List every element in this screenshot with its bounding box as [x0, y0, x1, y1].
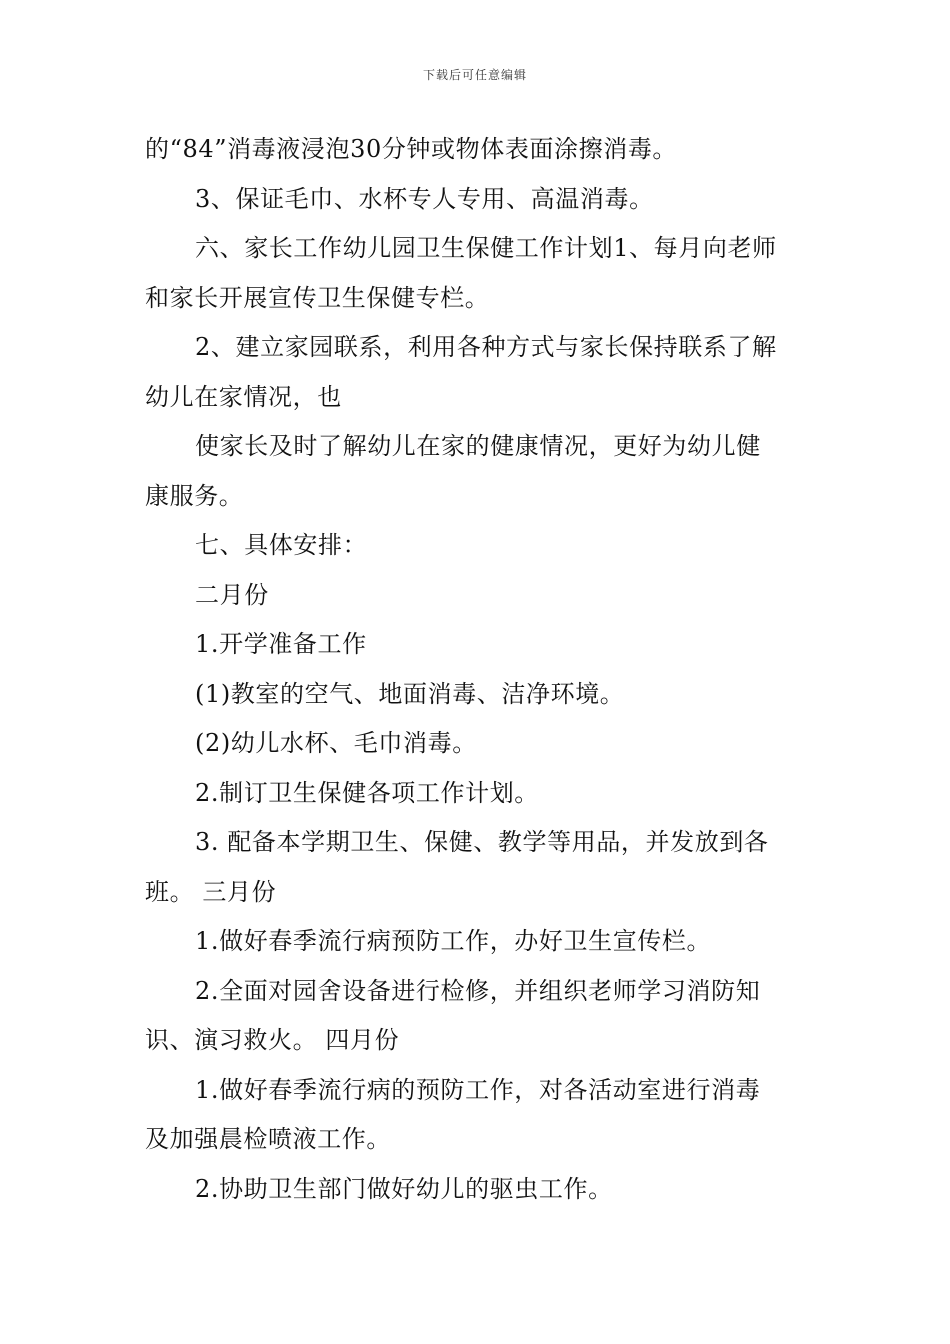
text-line: 识、演习救火。 四月份	[145, 1026, 400, 1054]
text-line: 3、保证毛巾、水杯专人专用、高温消毒。	[195, 184, 654, 213]
text-line: 1.开学准备工作	[195, 630, 367, 658]
text-line: 班。 三月份	[145, 877, 277, 906]
text-line: 2.制订卫生保健各项工作计划。	[195, 778, 539, 807]
month-heading: 二月份	[195, 580, 269, 609]
section-heading: 七、具体安排：	[195, 531, 368, 559]
text-line: (1)教室的空气、地面消毒、洁净环境。	[195, 679, 625, 708]
text-line: 及加强晨检喷液工作。	[145, 1125, 391, 1153]
text-line: 2.全面对园舍设备进行检修，并组织老师学习消防知	[195, 976, 761, 1005]
text-line: (2)幼儿水杯、毛巾消毒。	[195, 729, 477, 757]
text-line: 和家长开展宣传卫生保健专栏。	[145, 283, 490, 312]
document-body	[145, 128, 810, 1217]
text-line: 3. 配备本学期卫生、保健、教学等用品，并发放到各	[195, 828, 769, 856]
text-line: 幼儿在家情况，也	[145, 382, 342, 411]
text-line: 2.协助卫生部门做好幼儿的驱虫工作。	[195, 1174, 613, 1203]
text-line: 的“84”消毒液浸泡30分钟或物体表面涂擦消毒。	[145, 135, 678, 163]
text-line: 使家长及时了解幼儿在家的健康情况，更好为幼儿健	[195, 432, 761, 460]
text-line: 1.做好春季流行病的预防工作，对各活动室进行消毒	[195, 1075, 761, 1104]
page-header: 下载后可任意编辑	[422, 68, 527, 82]
text-line: 2、建立家园联系，利用各种方式与家长保持联系了解	[195, 333, 777, 361]
text-line: 康服务。	[145, 481, 244, 510]
text-line: 1.做好春季流行病预防工作，办好卫生宣传栏。	[195, 927, 712, 955]
text-line: 六、家长工作幼儿园卫生保健工作计划1、每月向老师	[195, 234, 777, 262]
